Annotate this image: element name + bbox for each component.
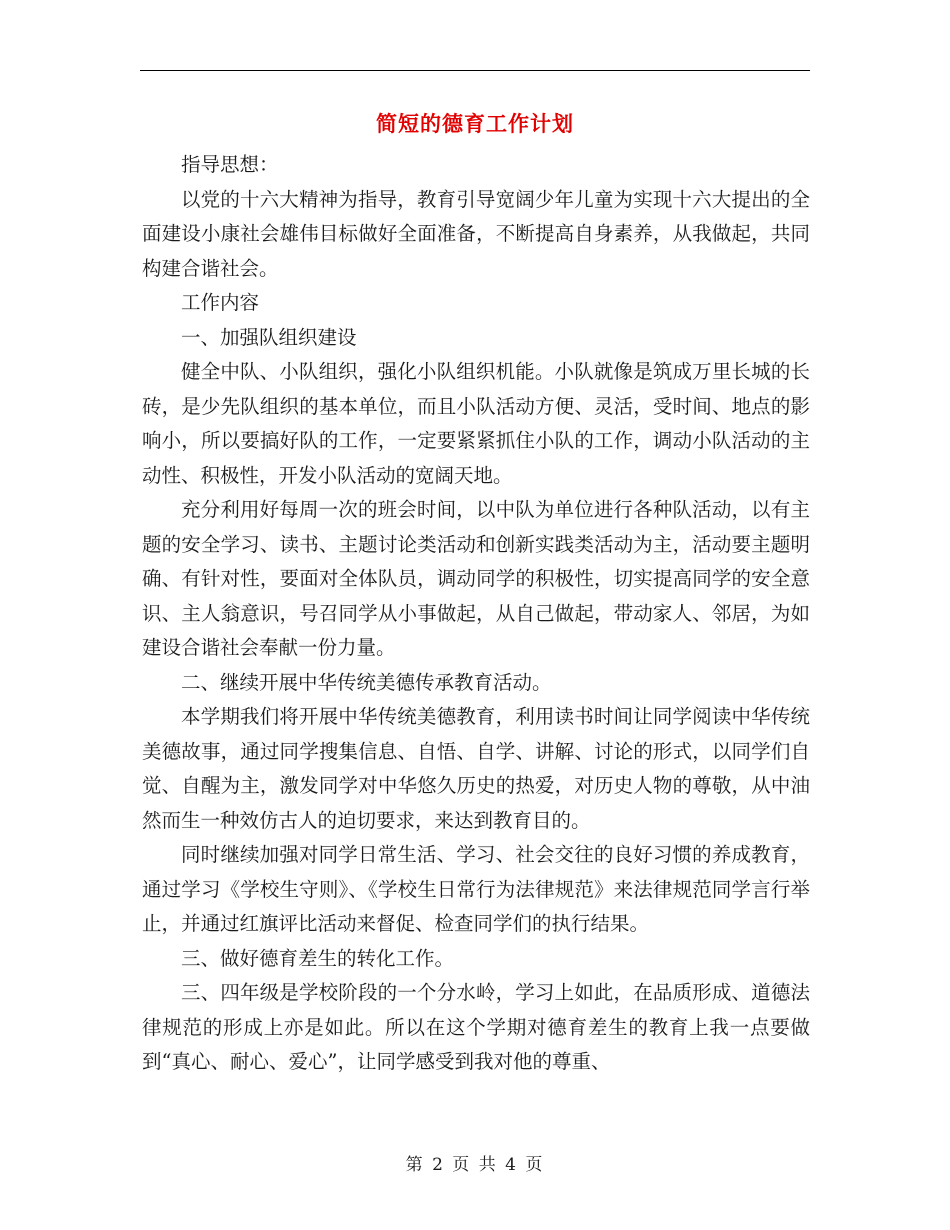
section-heading-2: 二、继续开展中华传统美德传承教育活动。 [181, 670, 552, 694]
paragraph-virtue-education: 本学期我们将开展中华传统美德教育，利用读书时间让同学阅读中华传统美德故事，通过同学搜集信息、自悟、自学、讲解、讨论的形式，以同学们自觉、自醒为主，激发同学对中华悠久历史的热爱，对历史人物的尊敬，从中油然而生一种效仿古人的迫切要求，来达到教育目的。 [142, 705, 810, 832]
page-number-footer: 第 2 页 共 4 页 [405, 1155, 545, 1175]
paragraph-student-transformation: 三、四年级是学校阶段的一个分水岭，学习上如此，在品质形成、道德法律规范的形成上亦是如此。所以在这个学期对德育差生的教育上我一点要做到“真心、耐心、爱心”，让同学感受到我对他的尊重、 [142, 981, 810, 1073]
document-body [142, 148, 810, 1080]
section-heading-1: 一、加强队组织建设 [181, 325, 357, 349]
section-heading-3: 三、做好德育差生的转化工作。 [181, 946, 455, 970]
header-rule [140, 70, 810, 71]
paragraph-squad-organization: 健全中队、小队组织，强化小队组织机能。小队就像是筑成万里长城的长砖，是少先队组织的基本单位，而且小队活动方便、灵活，受时间、地点的影响小，所以要搞好队的工作，一定要紧紧抓住小队的工作，调动小队活动的主动性、积极性，开发小队活动的宽阔天地。 [142, 360, 810, 487]
paragraph-guiding-text: 以党的十六大精神为指导，教育引导宽阔少年儿童为实现十六大提出的全面建设小康社会雄伟目标做好全面准备，不断提高自身素养，从我做起，共同构建合谐社会。 [142, 187, 810, 280]
document-title: 简短的德育工作计划 [376, 111, 574, 136]
paragraph-class-meeting: 充分利用好每周一次的班会时间，以中队为单位进行各种队活动，以有主题的安全学习、读书、主题讨论类活动和创新实践类活动为主，活动要主题明确、有针对性，要面对全体队员，调动同学的积极性，切实提高同学的安全意识、主人翁意识，号召同学从小事做起，从自己做起，带动家人、邻居，为如建设合谐社会奉献一份力量。 [142, 498, 810, 659]
paragraph-work-heading: 工作内容 [181, 291, 260, 314]
paragraph-guiding-heading: 指导思想： [181, 153, 279, 176]
paragraph-habit-education: 同时继续加强对同学日常生活、学习、社会交往的良好习惯的养成教育，通过学习《学校生守则》、《学校生日常行为法律规范》来法律规范同学言行举止，并通过红旗评比活动来督促、检查同学们的执行结果。 [142, 843, 810, 935]
